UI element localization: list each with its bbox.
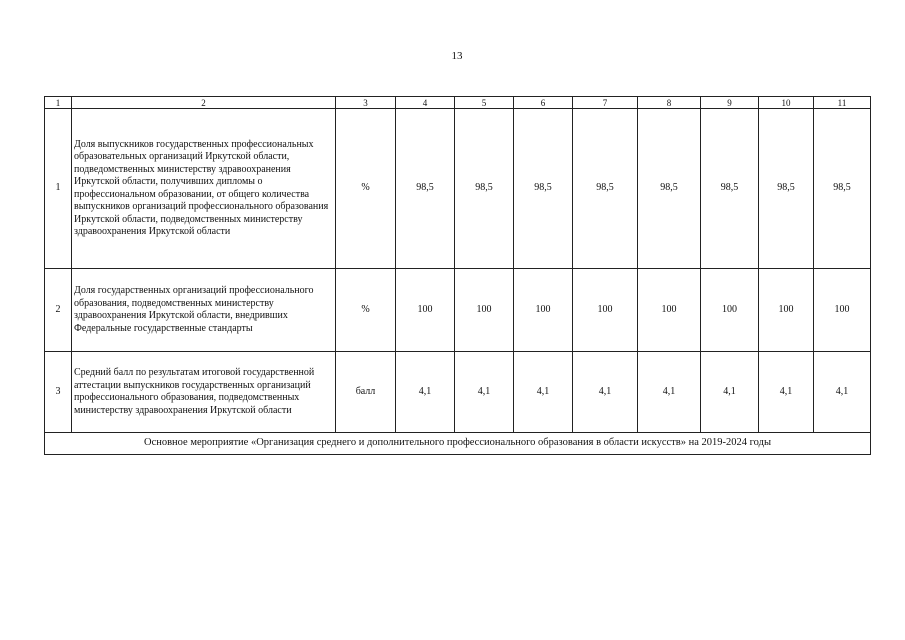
row-number: 2 (45, 269, 72, 352)
column-header: 10 (759, 97, 814, 109)
value-cell: 98,5 (396, 109, 455, 269)
value-cell: 100 (814, 269, 871, 352)
table-row (45, 352, 871, 433)
indicator-description: Доля государственных организаций профессионального образования, подведомственных министерству здравоохранения Иркутской области, внедривших Федеральные государственные стандарты (72, 269, 336, 352)
table-footer-row (45, 433, 871, 455)
column-header: 8 (638, 97, 701, 109)
value-cell: 4,1 (573, 352, 638, 433)
section-heading: Основное мероприятие «Организация среднего и дополнительного профессионального образования в области искусств» на 2019-2024 годы (45, 433, 871, 455)
value-cell: 100 (455, 269, 514, 352)
indicators-table (44, 96, 871, 455)
column-header: 11 (814, 97, 871, 109)
indicator-description: Средний балл по результатам итоговой государственной аттестации выпускников государственных организаций профессионального образования, подведомственных министерству здравоохранения Иркутской области (72, 352, 336, 433)
value-cell: 4,1 (455, 352, 514, 433)
column-header: 7 (573, 97, 638, 109)
unit-cell: % (336, 109, 396, 269)
column-header: 6 (514, 97, 573, 109)
value-cell: 4,1 (638, 352, 701, 433)
value-cell: 4,1 (759, 352, 814, 433)
indicator-description: Доля выпускников государственных профессиональных образовательных организаций Иркутской области, подведомственных министерству здравоохранения Иркутской области, получивших дипломы о профессиональном образовании, от общего количества выпускников организаций профессионального образования Иркутской области, подведомственных министерству здравоохранения Иркутской области (72, 109, 336, 269)
column-header: 3 (336, 97, 396, 109)
unit-cell: балл (336, 352, 396, 433)
value-cell: 100 (396, 269, 455, 352)
value-cell: 100 (573, 269, 638, 352)
value-cell: 100 (701, 269, 759, 352)
column-header: 1 (45, 97, 72, 109)
value-cell: 4,1 (514, 352, 573, 433)
value-cell: 4,1 (814, 352, 871, 433)
unit-cell: % (336, 269, 396, 352)
value-cell: 100 (759, 269, 814, 352)
value-cell: 4,1 (701, 352, 759, 433)
table-row (45, 269, 871, 352)
value-cell: 98,5 (759, 109, 814, 269)
value-cell: 4,1 (396, 352, 455, 433)
value-cell: 98,5 (814, 109, 871, 269)
value-cell: 100 (514, 269, 573, 352)
row-number: 1 (45, 109, 72, 269)
column-header: 2 (72, 97, 336, 109)
value-cell: 98,5 (514, 109, 573, 269)
value-cell: 100 (638, 269, 701, 352)
value-cell: 98,5 (701, 109, 759, 269)
row-number: 3 (45, 352, 72, 433)
page-number: 13 (451, 50, 463, 62)
table-row (45, 109, 871, 269)
value-cell: 98,5 (638, 109, 701, 269)
column-header: 9 (701, 97, 759, 109)
column-header: 4 (396, 97, 455, 109)
column-header: 5 (455, 97, 514, 109)
table-header-row (45, 97, 871, 109)
value-cell: 98,5 (455, 109, 514, 269)
value-cell: 98,5 (573, 109, 638, 269)
